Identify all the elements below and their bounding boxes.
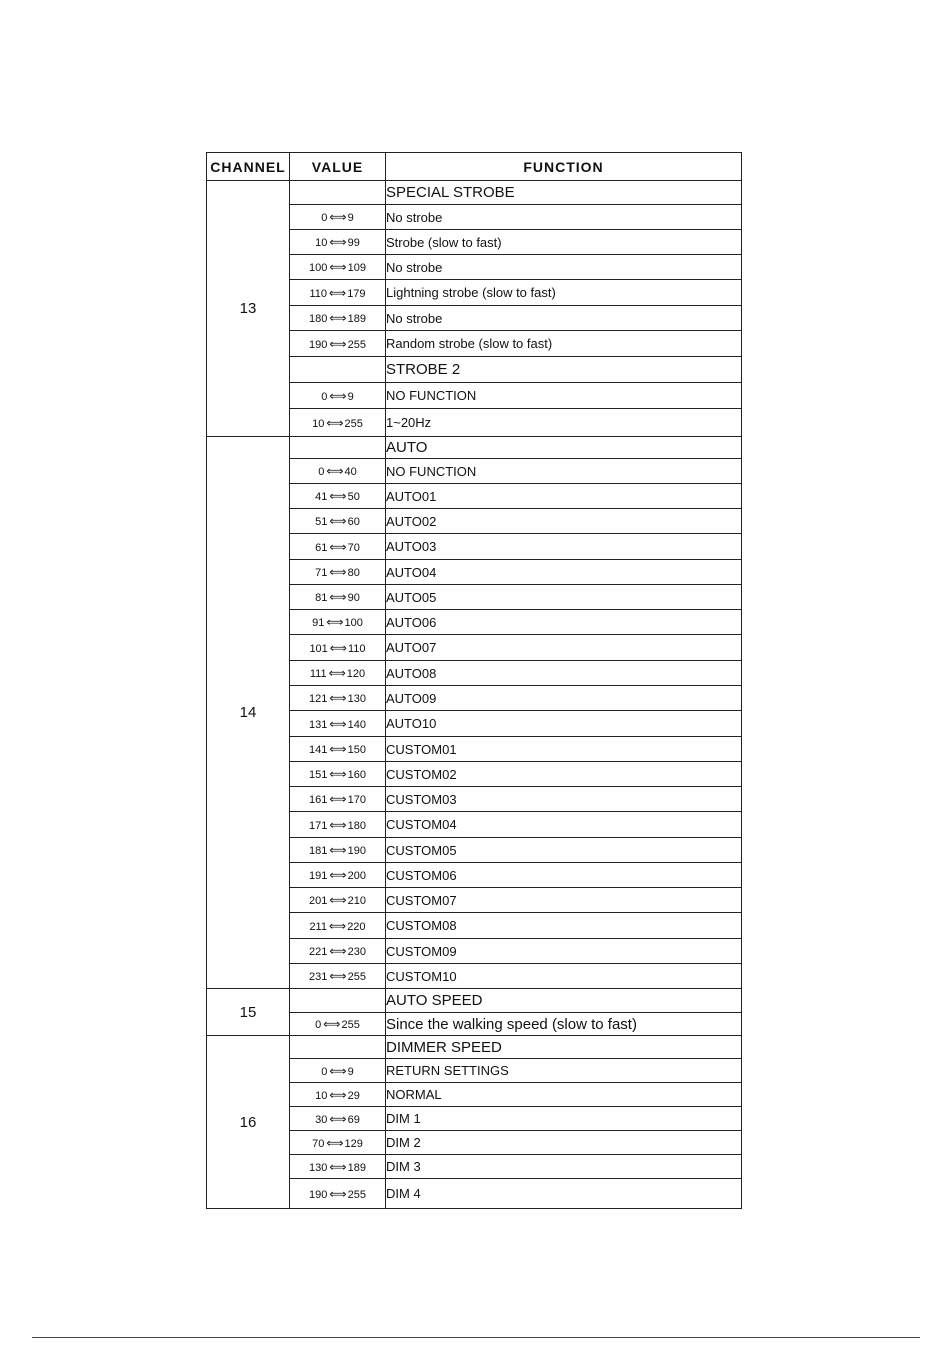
range-to: 120 <box>346 668 366 680</box>
range-from: 190 <box>309 1188 328 1201</box>
range-from: 30 <box>315 1113 328 1126</box>
range-from: 141 <box>309 744 328 756</box>
double-arrow-icon: ⟺ <box>329 969 346 983</box>
function-cell: Random strobe (slow to fast) <box>386 331 742 357</box>
range-from: 61 <box>315 541 328 554</box>
range-from: 70 <box>312 1137 325 1150</box>
double-arrow-icon: ⟺ <box>329 565 346 579</box>
double-arrow-icon: ⟺ <box>329 1063 346 1078</box>
function-cell: CUSTOM08 <box>386 913 742 939</box>
range-to: 90 <box>347 592 360 604</box>
function-cell: DIM 2 <box>386 1131 742 1155</box>
value-range-cell <box>290 635 386 661</box>
range-from: 211 <box>309 920 327 933</box>
value-range-cell <box>290 181 386 205</box>
value-range-cell <box>290 409 386 437</box>
function-cell: AUTO09 <box>386 686 742 711</box>
range-from: 71 <box>315 567 328 579</box>
range-to: 140 <box>347 718 366 731</box>
double-arrow-icon: ⟺ <box>326 615 343 629</box>
double-arrow-icon: ⟺ <box>329 691 346 705</box>
value-range-cell <box>290 863 386 888</box>
double-arrow-icon: ⟺ <box>329 792 346 806</box>
table-row <box>207 437 742 459</box>
value-range-cell <box>290 787 386 812</box>
range-to: 80 <box>347 567 360 579</box>
range-from: 190 <box>309 338 328 351</box>
range-from: 0 <box>321 390 328 403</box>
double-arrow-icon: ⟺ <box>328 666 345 680</box>
value-range-cell <box>290 1036 386 1059</box>
double-arrow-icon: ⟺ <box>329 640 346 655</box>
value-range-cell <box>290 230 386 255</box>
function-cell: AUTO02 <box>386 509 742 534</box>
function-cell: NORMAL <box>386 1083 742 1107</box>
range-to: 9 <box>347 212 354 224</box>
range-to: 130 <box>347 693 366 705</box>
header-value: VALUE <box>290 153 386 181</box>
value-range-cell <box>290 331 386 357</box>
function-cell: No strobe <box>386 205 742 230</box>
table-row <box>207 1036 742 1059</box>
range-to: 60 <box>347 516 360 528</box>
function-cell: 1~20Hz <box>386 409 742 437</box>
function-cell: AUTO01 <box>386 484 742 509</box>
value-range-cell <box>290 306 386 331</box>
double-arrow-icon: ⟺ <box>329 868 346 882</box>
range-to: 69 <box>347 1113 360 1126</box>
value-range-cell <box>290 610 386 635</box>
value-range-cell <box>290 357 386 383</box>
value-range-cell <box>290 280 386 306</box>
range-to: 129 <box>344 1137 363 1150</box>
function-cell: CUSTOM04 <box>386 812 742 838</box>
double-arrow-icon: ⟺ <box>329 235 346 249</box>
value-range-cell <box>290 560 386 585</box>
range-from: 151 <box>309 769 328 781</box>
value-range-cell <box>290 737 386 762</box>
value-range-cell <box>290 534 386 560</box>
range-from: 181 <box>309 845 328 857</box>
channel-number-cell: 15 <box>207 989 290 1036</box>
double-arrow-icon: ⟺ <box>329 590 346 604</box>
function-cell: AUTO08 <box>386 661 742 686</box>
function-cell: CUSTOM09 <box>386 939 742 964</box>
table-body <box>207 181 742 1209</box>
function-section-heading: AUTO <box>386 437 742 459</box>
double-arrow-icon: ⟺ <box>328 918 346 933</box>
range-to: 110 <box>348 642 366 655</box>
double-arrow-icon: ⟺ <box>329 767 346 781</box>
function-cell: AUTO07 <box>386 635 742 661</box>
channel-number-cell: 16 <box>207 1036 290 1209</box>
value-range-cell <box>290 888 386 913</box>
value-range-cell <box>290 1107 386 1131</box>
double-arrow-icon: ⟺ <box>329 1186 346 1201</box>
function-cell: CUSTOM07 <box>386 888 742 913</box>
function-cell: AUTO04 <box>386 560 742 585</box>
header-function: FUNCTION <box>386 153 742 181</box>
double-arrow-icon: ⟺ <box>329 893 346 907</box>
function-cell: AUTO06 <box>386 610 742 635</box>
double-arrow-icon: ⟺ <box>329 210 346 224</box>
range-from: 180 <box>309 313 328 325</box>
double-arrow-icon: ⟺ <box>329 260 346 274</box>
value-range-cell <box>290 989 386 1013</box>
table-row <box>207 181 742 205</box>
range-from: 10 <box>312 417 325 430</box>
range-to: 189 <box>347 313 366 325</box>
double-arrow-icon: ⟺ <box>326 1135 343 1150</box>
dmx-channel-table <box>206 152 742 1209</box>
function-cell: CUSTOM06 <box>386 863 742 888</box>
range-from: 221 <box>309 946 328 958</box>
range-to: 40 <box>344 466 357 478</box>
double-arrow-icon: ⟺ <box>329 817 346 832</box>
range-to: 230 <box>347 946 366 958</box>
range-to: 255 <box>347 1188 366 1201</box>
range-to: 255 <box>344 417 363 430</box>
range-to: 179 <box>347 287 366 300</box>
value-range-cell <box>290 762 386 787</box>
value-range-cell <box>290 1013 386 1036</box>
function-cell: DIM 1 <box>386 1107 742 1131</box>
function-cell: CUSTOM01 <box>386 737 742 762</box>
range-to: 170 <box>347 794 366 806</box>
function-cell: CUSTOM02 <box>386 762 742 787</box>
range-to: 29 <box>347 1089 360 1102</box>
range-from: 171 <box>309 819 328 832</box>
channel-number-cell: 14 <box>207 437 290 989</box>
value-range-cell <box>290 509 386 534</box>
header-channel: CHANNEL <box>207 153 290 181</box>
value-range-cell <box>290 1155 386 1179</box>
range-from: 191 <box>309 870 328 882</box>
function-cell: RETURN SETTINGS <box>386 1059 742 1083</box>
value-range-cell <box>290 939 386 964</box>
range-to: 255 <box>347 338 366 351</box>
range-from: 81 <box>315 592 328 604</box>
range-to: 100 <box>344 617 363 629</box>
value-range-cell <box>290 484 386 509</box>
value-range-cell <box>290 459 386 484</box>
range-to: 210 <box>347 895 366 907</box>
function-cell: NO FUNCTION <box>386 459 742 484</box>
value-range-cell <box>290 585 386 610</box>
value-range-cell <box>290 1179 386 1209</box>
range-from: 0 <box>315 1019 322 1031</box>
range-from: 130 <box>309 1161 328 1174</box>
range-from: 41 <box>315 491 328 503</box>
range-from: 131 <box>309 718 328 731</box>
function-cell: CUSTOM05 <box>386 838 742 863</box>
table-row <box>207 989 742 1013</box>
value-range-cell <box>290 1131 386 1155</box>
value-range-cell <box>290 205 386 230</box>
function-cell: Since the walking speed (slow to fast) <box>386 1013 742 1036</box>
range-to: 200 <box>347 870 366 882</box>
range-to: 189 <box>347 1161 366 1174</box>
value-range-cell <box>290 913 386 939</box>
function-cell: AUTO03 <box>386 534 742 560</box>
range-to: 180 <box>347 819 366 832</box>
range-from: 10 <box>315 1089 328 1102</box>
range-from: 10 <box>315 237 328 249</box>
value-range-cell <box>290 1083 386 1107</box>
range-from: 0 <box>321 212 328 224</box>
double-arrow-icon: ⟺ <box>329 336 346 351</box>
double-arrow-icon: ⟺ <box>326 464 343 478</box>
range-from: 0 <box>321 1065 328 1078</box>
double-arrow-icon: ⟺ <box>329 1159 346 1174</box>
footer-divider <box>32 1337 920 1338</box>
range-to: 9 <box>347 1065 354 1078</box>
function-cell: AUTO05 <box>386 585 742 610</box>
value-range-cell <box>290 812 386 838</box>
range-from: 101 <box>309 642 328 655</box>
function-section-heading: SPECIAL STROBE <box>386 181 742 205</box>
double-arrow-icon: ⟺ <box>329 1087 346 1102</box>
range-to: 50 <box>347 491 360 503</box>
function-cell: DIM 3 <box>386 1155 742 1179</box>
channel-number-cell: 13 <box>207 181 290 437</box>
double-arrow-icon: ⟺ <box>329 539 346 554</box>
range-from: 201 <box>309 895 328 907</box>
function-section-heading: AUTO SPEED <box>386 989 742 1013</box>
value-range-cell <box>290 711 386 737</box>
function-cell: No strobe <box>386 255 742 280</box>
double-arrow-icon: ⟺ <box>329 514 346 528</box>
range-from: 231 <box>309 971 328 983</box>
range-to: 70 <box>347 541 360 554</box>
range-from: 91 <box>312 617 325 629</box>
function-cell: No strobe <box>386 306 742 331</box>
range-from: 111 <box>309 668 327 680</box>
double-arrow-icon: ⟺ <box>323 1017 340 1031</box>
double-arrow-icon: ⟺ <box>329 716 346 731</box>
range-from: 110 <box>309 287 327 300</box>
double-arrow-icon: ⟺ <box>329 843 346 857</box>
value-range-cell <box>290 1059 386 1083</box>
range-to: 220 <box>347 920 366 933</box>
range-to: 255 <box>347 971 366 983</box>
range-to: 150 <box>347 744 366 756</box>
function-cell: Lightning strobe (slow to fast) <box>386 280 742 306</box>
function-cell: AUTO10 <box>386 711 742 737</box>
range-from: 100 <box>309 262 328 274</box>
double-arrow-icon: ⟺ <box>329 489 346 503</box>
function-cell: CUSTOM10 <box>386 964 742 989</box>
value-range-cell <box>290 437 386 459</box>
value-range-cell <box>290 383 386 409</box>
value-range-cell <box>290 661 386 686</box>
range-to: 109 <box>347 262 366 274</box>
value-range-cell <box>290 255 386 280</box>
function-section-heading: DIMMER SPEED <box>386 1036 742 1059</box>
range-from: 121 <box>309 693 328 705</box>
double-arrow-icon: ⟺ <box>329 388 346 403</box>
function-cell: Strobe (slow to fast) <box>386 230 742 255</box>
function-cell: DIM 4 <box>386 1179 742 1209</box>
range-to: 190 <box>347 845 366 857</box>
double-arrow-icon: ⟺ <box>329 1111 346 1126</box>
double-arrow-icon: ⟺ <box>328 285 346 300</box>
range-from: 0 <box>318 466 325 478</box>
function-cell: CUSTOM03 <box>386 787 742 812</box>
value-range-cell <box>290 838 386 863</box>
double-arrow-icon: ⟺ <box>326 415 343 430</box>
header-row <box>207 153 742 181</box>
function-cell: NO FUNCTION <box>386 383 742 409</box>
function-section-heading: STROBE 2 <box>386 357 742 383</box>
range-from: 51 <box>315 516 328 528</box>
range-to: 160 <box>347 769 366 781</box>
value-range-cell <box>290 964 386 989</box>
value-range-cell <box>290 686 386 711</box>
double-arrow-icon: ⟺ <box>329 944 346 958</box>
double-arrow-icon: ⟺ <box>329 311 346 325</box>
range-from: 161 <box>309 794 328 806</box>
range-to: 255 <box>341 1019 360 1031</box>
range-to: 9 <box>347 390 354 403</box>
double-arrow-icon: ⟺ <box>329 742 346 756</box>
range-to: 99 <box>347 237 360 249</box>
